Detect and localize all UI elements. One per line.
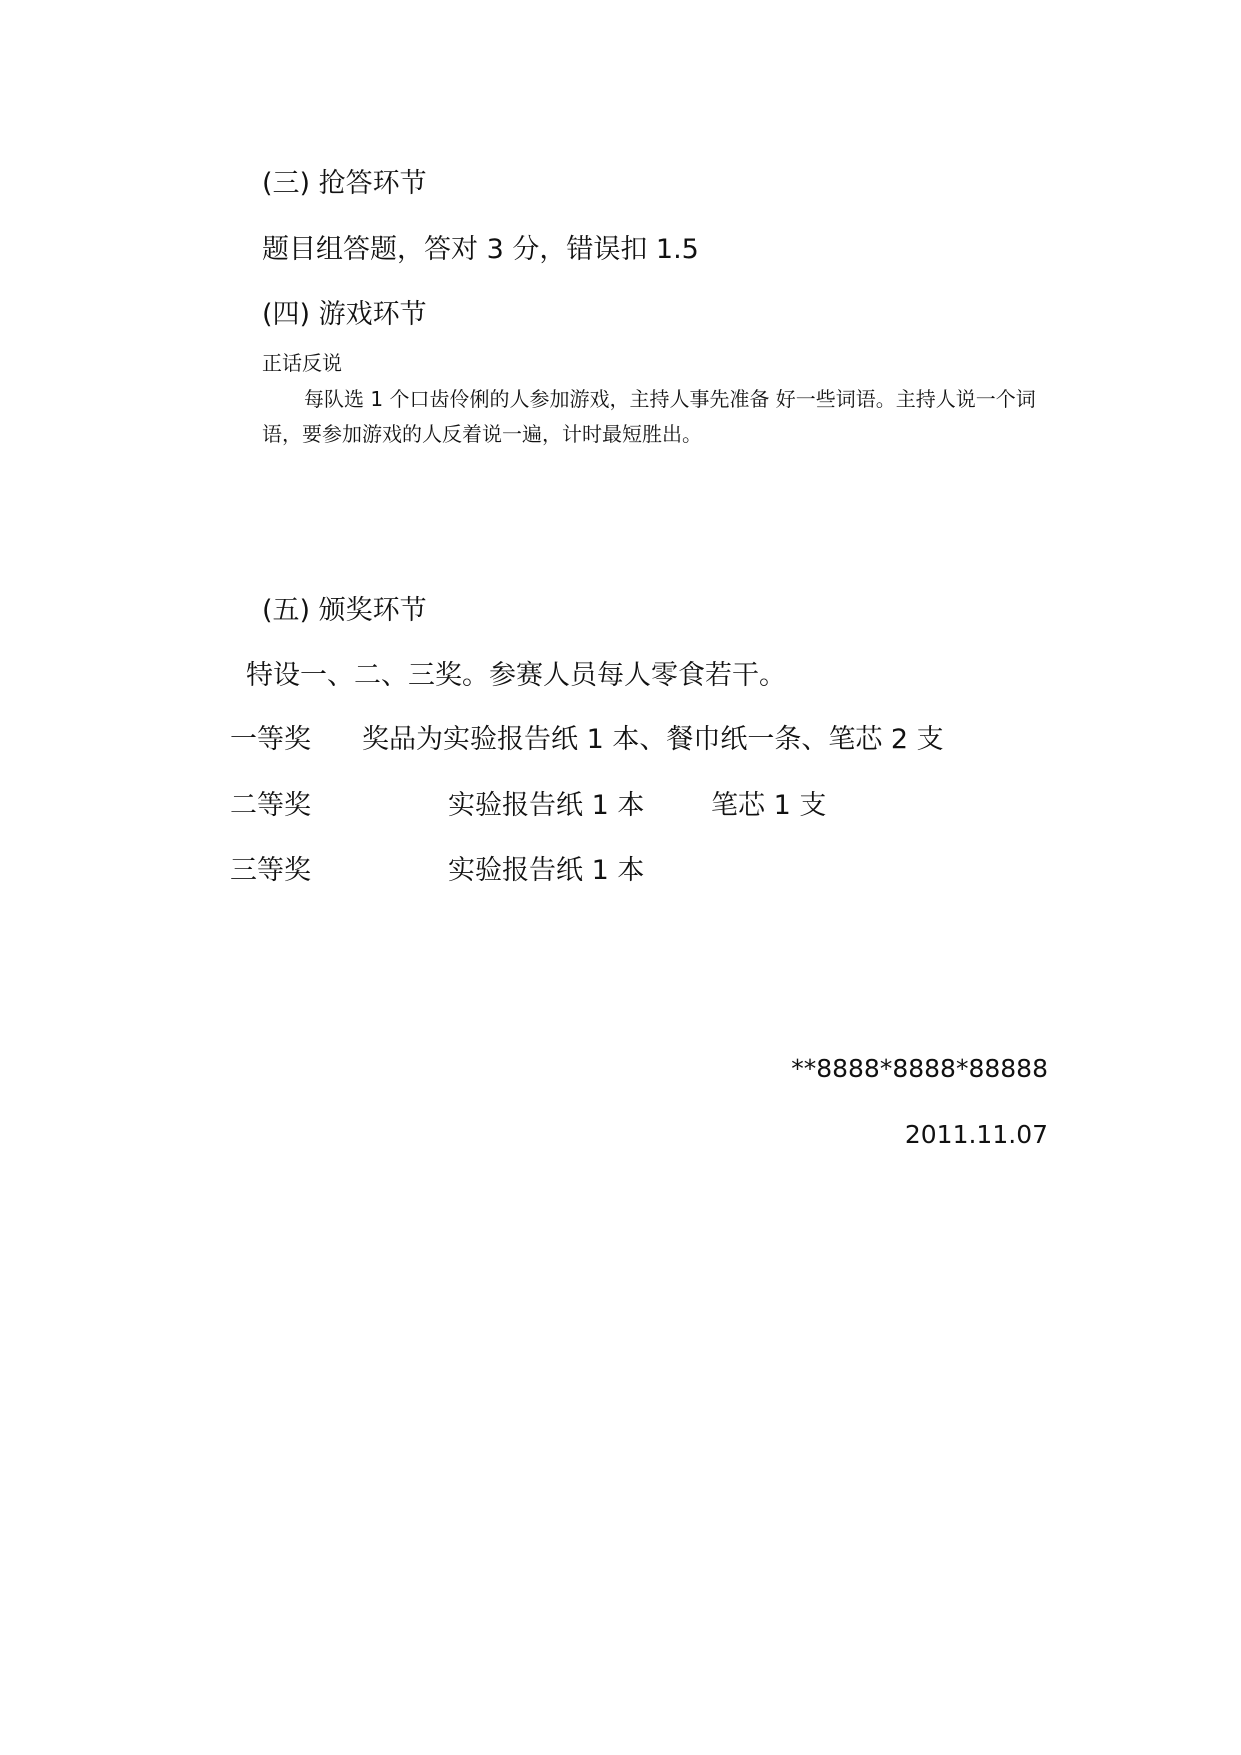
section-3-heading: (三) 抢答环节 (262, 168, 427, 199)
award-extra: 笔芯 1 支 (711, 790, 827, 821)
award-label: 二等奖 (230, 790, 311, 821)
award-prize: 奖品为实验报告纸 1 本、餐巾纸一条、笔芯 2 支 (362, 724, 944, 755)
award-prize: 实验报告纸 1 本 (448, 790, 645, 821)
section-3-text: 题目组答题，答对 3 分，错误扣 1.5 (262, 234, 699, 265)
award-label: 三等奖 (230, 855, 311, 886)
award-prize: 实验报告纸 1 本 (448, 855, 645, 886)
section-4-heading: (四) 游戏环节 (262, 299, 427, 330)
signature: **8888*8888*88888 (791, 1054, 1048, 1083)
section-4-paragraph: 每队选 1 个口齿伶俐的人参加游戏，主持人事先准备 好一些词语。主持人说一个词语，要参加游戏的人反着说一遍，计时最短胜出。 (262, 387, 1036, 446)
section-5-intro: 特设一、二、三奖。参赛人员每人零食若干。 (246, 660, 786, 691)
section-5-heading: (五) 颁奖环节 (262, 595, 427, 626)
section-4-subtitle: 正话反说 (262, 351, 342, 375)
award-label: 一等奖 (230, 724, 311, 755)
document-date: 2011.11.07 (904, 1120, 1048, 1149)
